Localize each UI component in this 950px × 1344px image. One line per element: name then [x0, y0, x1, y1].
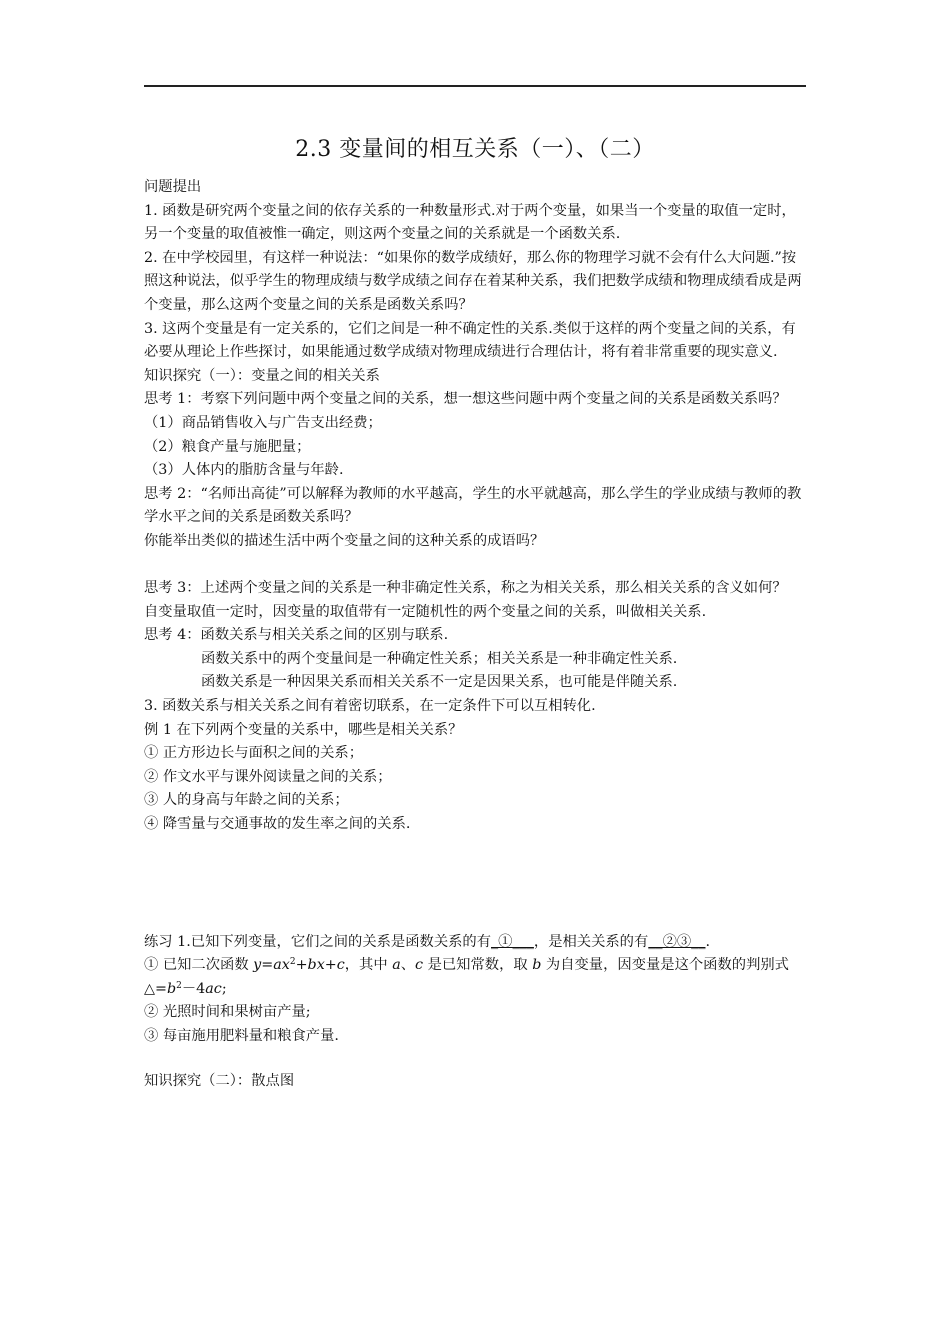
option-text: ; — [221, 980, 227, 997]
exercise-text: ，是相关关系的有 — [533, 933, 649, 950]
think-4: 思考 4：函数关系与相关关系之间的区别与联系. — [144, 627, 449, 644]
section-heading-explore-1: 知识探究（一）：变量之间的相关关系 — [144, 367, 380, 384]
paragraph: 3. 这两个变量是有一定关系的，它们之间是一种不确定性的关系.类似于这样的两个变量之间的关系，有必要从理论上作些探讨，如果能通过数学成绩对物理成绩进行合理估计，将有着非常重要的现实意义. — [144, 320, 796, 361]
formula-var: c — [336, 957, 345, 974]
difference-2: 函数关系是一种因果关系而相关关系不一定是因果关系，也可能是伴随关系. — [201, 674, 678, 691]
option-text: ，其中 — [344, 957, 388, 974]
example-option: ① 正方形边长与面积之间的关系； — [144, 745, 363, 762]
formula-op: + — [324, 957, 337, 974]
definition: 自变量取值一定时，因变量的取值带有一定随机性的两个变量之间的关系，叫做相关关系. — [144, 603, 707, 620]
formula-exponent: 2 — [289, 957, 296, 968]
think-2-followup: 你能举出类似的描述生活中两个变量之间的这种关系的成语吗？ — [144, 532, 545, 549]
formula-var: c — [415, 957, 424, 974]
exercise-option — [144, 954, 808, 1001]
header-rule — [144, 85, 806, 87]
example-1-question: 例 1 在下列两个变量的关系中，哪些是相关关系？ — [144, 721, 463, 738]
formula-var: ax — [273, 957, 290, 974]
spacer — [144, 837, 808, 931]
think-1: 思考 1：考察下列问题中两个变量之间的关系，想一想这些问题中两个变量之间的关系是函数关系吗？ — [144, 391, 787, 408]
exercise-text: . — [705, 933, 711, 950]
example-option: ③ 人的身高与年龄之间的关系； — [144, 792, 349, 809]
difference-3: 3. 函数关系与相关关系之间有着密切联系，在一定条件下可以互相转化. — [144, 698, 596, 715]
list-item: （3）人体内的脂肪含量与年龄. — [144, 462, 344, 479]
think-2: 思考 2：“名师出高徒”可以解释为教师的水平越高，学生的水平就越高，那么学生的学业成绩与教师的教学水平之间的关系是函数关系吗？ — [144, 485, 802, 526]
exercise-option: ③ 每亩施用肥料量和粮食产量. — [144, 1028, 339, 1044]
page-title: 2.3 变量间的相互关系（一）、（二） — [295, 137, 655, 162]
spacer — [144, 554, 808, 578]
formula-var: a — [392, 957, 401, 974]
option-text: 、 — [400, 957, 416, 974]
list-item: （2）粮食产量与施肥量； — [144, 438, 311, 455]
formula-var: b — [166, 980, 177, 997]
list-item: （1）商品销售收入与广告支出经费； — [144, 414, 382, 431]
exercise-text: 练习 1.已知下列变量，它们之间的关系是函数关系的有 — [144, 933, 492, 950]
paragraph: 1. 函数是研究两个变量之间的依存关系的一种数量形式.对于两个变量，如果当一个变量的取值一定时，另一个变量的取值被惟一确定，则这两个变量之间的关系就是一个函数关系. — [144, 202, 796, 243]
answer-blank-function: _①___ — [491, 933, 534, 950]
section-heading-problem: 问题提出 — [144, 179, 202, 195]
formula-op: + — [295, 957, 308, 974]
section-heading-explore-2: 知识探究（二）：散点图 — [144, 1072, 295, 1089]
formula-var: b — [532, 957, 542, 974]
paragraph: 2. 在中学校园里，有这样一种说法：“如果你的数学成绩好，那么你的物理学习就不会有什么大问题.”按照这种说法，似乎学生的物理成绩与数学成绩之间存在着某种关系，我们把数学成绩和物理成绩看成是两个变量，那么这两个变量之间的关系是函数关系吗？ — [144, 249, 802, 313]
formula-op: －4 — [181, 980, 206, 997]
spacer — [144, 1049, 808, 1070]
option-text: 是已知常数，取 — [427, 957, 528, 974]
exercise-1-question — [144, 931, 808, 955]
answer-blank-correlation: __②③__ — [648, 933, 706, 950]
formula-var: ac — [205, 980, 222, 997]
difference-1: 函数关系中的两个变量间是一种确定性关系；相关关系是一种非确定性关系. — [201, 650, 678, 667]
example-option: ② 作文水平与课外阅读量之间的关系； — [144, 768, 392, 785]
formula-var: y — [253, 957, 262, 974]
option-text: 为自变量，因变量是这个函数的判别式△= — [144, 957, 789, 997]
exercise-option: ② 光照时间和果树亩产量; — [144, 1004, 311, 1021]
option-text: ① 已知二次函数 — [144, 957, 249, 974]
formula-exponent: 2 — [176, 980, 182, 991]
formula-var: bx — [307, 957, 325, 974]
document-body — [144, 176, 808, 1093]
formula-op: = — [261, 957, 274, 974]
think-3: 思考 3：上述两个变量之间的关系是一种非确定性关系，称之为相关关系，那么相关关系的含义如何？ — [144, 580, 787, 597]
example-option: ④ 降雪量与交通事故的发生率之间的关系. — [144, 816, 411, 833]
